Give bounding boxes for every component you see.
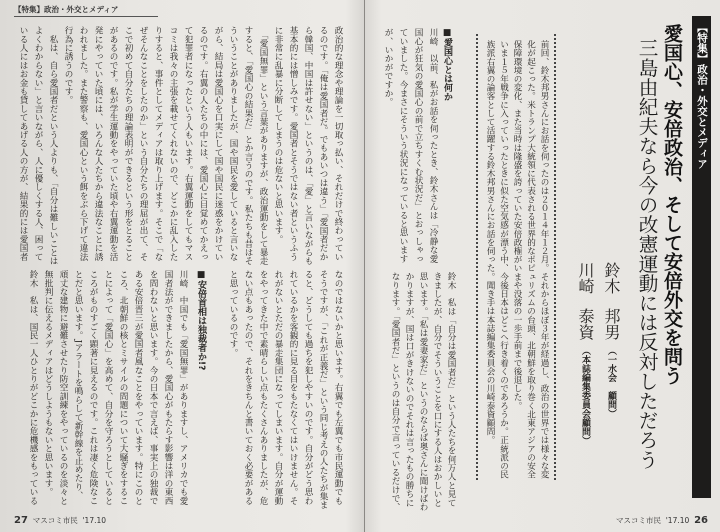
text-line: そうですが、「これが正義だ」という同じ考えの人たちが集ま — [318, 270, 328, 510]
text-line: 化が起こった。米トランプ大統領に代表される世界的なポピュリズムの台頭、北朝鮮を取り巻く北東アジアの安全 — [525, 40, 536, 479]
text-line: 無批判に伝えるメディアはどうしようもないと思います。 — [43, 270, 53, 497]
magazine-name: マスコミ市民 — [32, 516, 78, 525]
page-number: 26 — [694, 515, 708, 526]
text-line: 「愛国無罪」という言葉がありますが、政治運動をして暴走 — [258, 26, 268, 266]
text-line: 国心が狂気の愛国心の前で立ちすくむ状況だ」とおっしゃっ — [413, 28, 423, 263]
text-line: るのです。「俺は愛国者だ。でもあいつは違う」「愛国者だか — [318, 26, 328, 261]
author-surname: 川崎 — [576, 262, 595, 294]
text-line: れがないとただの暴走集団になってしまいます。自分が運動 — [273, 270, 283, 505]
text-line: るのです。右翼の人たちの中には、愛国心に目覚めてかえっ — [198, 26, 208, 261]
article-subtitle: 三島由紀夫なら今の改憲運動には反対しただろう — [635, 38, 658, 470]
author-given-name: 泰資 — [576, 308, 595, 340]
text-line: ういうことがありましたが、国や国民を愛していると言いな — [228, 26, 238, 261]
section-heading-dictator: ■安倍首相は独裁者か!? — [196, 270, 206, 371]
text-line: きましたが、自分でそういうことを口にする人はおかしいと — [432, 272, 442, 507]
section-heading-patriotism: ■愛国心とは何か — [442, 28, 452, 101]
text-line: コミは我々の主張を載せてくれないので、どこかに乱入した — [168, 26, 178, 261]
page-gutter — [364, 0, 365, 532]
magazine-name: マスコミ市民 — [615, 516, 661, 525]
text-line: かりますが、国は口がきけないのでそれは言ったもの勝ちに — [404, 272, 414, 507]
text-line: われました。また警察も、愛国心という餌をぶら下げて違法 — [78, 26, 88, 261]
author-given-name: 邦男 — [602, 308, 621, 340]
text-line: ら韓国、中国は許せない」というのは、「愛」と言いながらも — [303, 26, 313, 266]
text-line: 思います。「私は愛妻家だ」というのならば奥さんに聞けばわ — [418, 272, 428, 512]
text-line: 川崎 以前、私がお話を伺ったとき、鈴木さんは「冷静な愛 — [428, 28, 438, 263]
author-surname: 鈴木 — [602, 262, 621, 294]
text-line: て犯罪者になったという人もいます。右翼運動をしてもマス — [183, 26, 193, 261]
left-lower-text-b — [25, 270, 190, 515]
right-upper-text — [380, 28, 440, 263]
lead-text — [483, 40, 551, 480]
text-line: ころがものすごく顕著に見えるのです。これは凄く危険なこ — [88, 270, 98, 505]
text-line: 川崎 中国でも「愛国無罪」がありますし、アメリカでも愛 — [178, 270, 188, 505]
issue-date: '17.10 — [82, 516, 107, 525]
text-line: があるのです。私が学生運動をやっていた頃や右翼運動を活 — [108, 26, 118, 261]
text-line: ると、どうしても過ちを犯しやすいのです。自分がどう思わ — [303, 270, 313, 505]
text-line: こで初めて自分たちの理論表明ができるという形をとること — [123, 26, 133, 261]
running-header: 【特集】政治・外交とメディア — [14, 4, 158, 17]
text-line: 前回、鈴木邦男さんにお話を伺ったのは２０１４年１２月。それからほぼ３年が経過し、政治の世界では様々な変 — [539, 40, 549, 479]
left-upper-text — [15, 26, 345, 266]
page-number: 27 — [14, 515, 28, 526]
text-line: なります。「愛国者だ」というのは自分で言っているだけで、 — [390, 272, 400, 512]
author-affiliation: （一水会 顧問） — [606, 346, 616, 418]
text-line: すると、「愛国心の結果だ」とか言うのです。私たちも昔はそ — [243, 26, 253, 266]
text-line: 族派右翼の論客として活躍する鈴木邦男さんにお話を伺った。聞き手は本誌編集委員会の川崎泰資顧問。 — [485, 40, 495, 445]
text-line: とによって「愛国心」を高めて、自分を守ろうとしていると — [103, 270, 113, 505]
issue-date: '17.10 — [665, 516, 690, 525]
text-line: 私は、自ら愛国者だという人よりも、「自分は難しいことは — [48, 26, 58, 266]
author-affiliation: （本誌編集委員会顧問） — [580, 346, 590, 445]
text-line: とだと思います。Jアラートを鳴らして新幹線を止めたり、 — [73, 270, 83, 500]
text-line: いる人にはお金も貸してあげる人の方が、結果的には愛国者 — [18, 26, 28, 261]
text-line: 政治的な理念や理論を一切取っ払い、それだけで終わってい — [333, 26, 343, 261]
feature-band: 【特集】政治・外交とメディア — [692, 16, 711, 498]
text-line: 行為に誘うのです。 — [63, 26, 73, 105]
text-line: 発にやっていた頃には、いろんな人たちから違法なことに誘 — [93, 26, 103, 261]
text-line: ぜそんなことをしたのか」という自分たちの理屈が出て、そ — [138, 26, 148, 261]
text-line: 保障環境の変化、また当時は隆盛を誇っていた安倍政権がいまや没落の一歩手前まで後退した。 — [512, 40, 522, 410]
left-footer — [14, 515, 106, 526]
left-lower-text-a — [225, 270, 345, 515]
text-line: なのではないかと思います。右翼でも左翼でも市民運動でも — [333, 270, 343, 505]
text-line: 鈴木 私は、国民一人ひとりがどこかに危機感をもっている — [28, 270, 38, 505]
text-line: りすると、事件としてメディアは取り上げます。そこで「な — [153, 26, 163, 261]
text-line: をやってきた中で素晴らしい点もたくさんありましたが、危 — [258, 270, 268, 505]
text-line: 基本的には憎しみです。愛国者とそうではない者というふう — [288, 26, 298, 261]
text-line: と思っているのです。 — [228, 270, 238, 357]
text-line: ある安倍晋三が愛国者風なことをやっています。特にこのと — [133, 270, 143, 505]
text-line: に非常に乱暴に分断してしまうのは危ないと思います。 — [273, 26, 283, 244]
text-line: がら、結局は愛国心を口実にして国や国民に迷惑をかけてい — [213, 26, 223, 261]
text-line: ていました。今まさにそういう状況になっていると思います — [398, 28, 408, 263]
right-lower-text — [388, 272, 458, 517]
text-line: いま１５年戦争に入っていったときに似た空気感が漂う中、今後日本はどこへ行き着くのであろうか。正統派の民 — [498, 40, 509, 479]
text-line: ない点もあったので、それをきちんと書いておく必要がある — [243, 270, 253, 505]
text-line: を問わないと思います。今の日本で言えば、事実上の独裁で — [148, 270, 158, 505]
article-title: 愛国心、安倍政治、そして安倍外交を問う — [661, 24, 683, 385]
author-kawasaki — [574, 262, 596, 445]
text-line: よくわからない」と言いながら、人に優しくする人、困って — [33, 26, 43, 261]
text-line: が、いかがですか。 — [383, 28, 393, 107]
right-footer — [616, 515, 708, 526]
text-line: 国者法ができましたから、愛国心がもたらす影響は洋の東西 — [163, 270, 173, 505]
author-suzuki — [600, 262, 622, 418]
text-line: 頑丈な建物に避難させたり防空訓練をやっているのを淡々と — [58, 270, 68, 505]
text-line: れているかを客観的に見る目をもたなくてはいけません。そ — [288, 270, 298, 505]
text-line: 鈴木 私は「自分は愛国者だ」という人たちを何万人と見て — [446, 272, 456, 507]
text-line: ころ、北朝鮮の核とミサイルの問題について大騒ぎをするこ — [118, 270, 128, 505]
